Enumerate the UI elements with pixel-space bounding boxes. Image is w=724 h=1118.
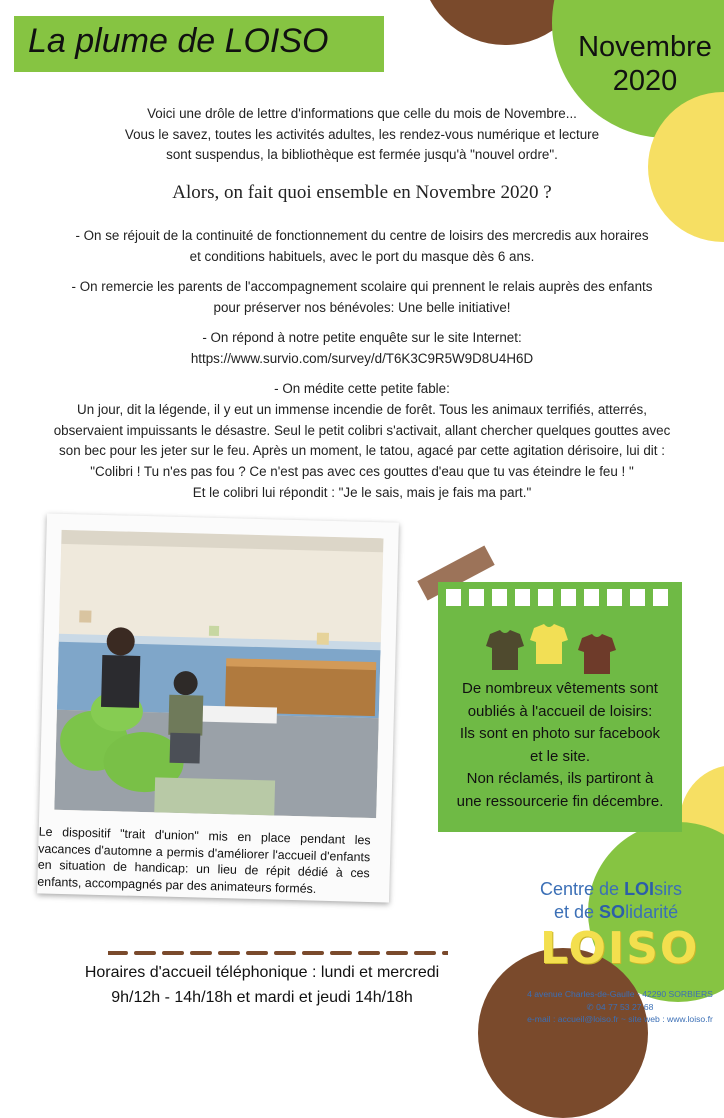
section-heading: Alors, on fait quoi ensemble en Novembre 2020 ? xyxy=(172,182,552,203)
tshirt-row xyxy=(438,612,682,682)
dashed-divider xyxy=(108,950,448,956)
lost-clothes-card xyxy=(438,582,682,832)
logo-text-bold: LOI xyxy=(624,879,655,899)
hours-line: Horaires d'accueil téléphonique : lundi et mercredi xyxy=(84,964,440,981)
card-line: oubliés à l'accueil de loisirs: xyxy=(467,702,653,720)
paragraph-fable xyxy=(36,379,688,504)
logo-text: sirs xyxy=(654,879,683,899)
intro-line: Voici une drôle de lettre d'informations que celle du mois de Novembre... xyxy=(147,106,577,121)
survey-link[interactable]: https://www.survio.com/survey/d/T6K3C9R5W9D8U4H6D xyxy=(190,350,534,366)
paragraph-line: "Colibri ! Tu n'es pas fou ? Ce n'est pas avec ces gouttes d'eau que tu vas éteindre le feu ! " xyxy=(90,464,634,480)
paragraph-line: - On répond à notre petite enquête sur le site Internet: xyxy=(202,330,522,345)
paragraph-line: - On médite cette petite fable: xyxy=(274,381,450,396)
phone-number: ✆ 04 77 53 27 68 xyxy=(586,1001,654,1012)
issue-year: 2020 xyxy=(612,65,678,97)
logo-line-centre-loisirs xyxy=(540,879,682,900)
card-line: et le site. xyxy=(529,747,591,765)
logo-text: Centre de xyxy=(540,879,625,899)
issue-date xyxy=(560,30,724,98)
logo-text-bold: SO xyxy=(599,902,626,922)
activity-photo xyxy=(54,530,383,818)
phone-hours xyxy=(42,960,482,1010)
hours-line: 9h/12h - 14h/18h et mardi et jeudi 14h/18h xyxy=(111,989,413,1006)
card-line: Ils sont en photo sur facebook xyxy=(459,725,661,742)
card-text xyxy=(438,678,682,813)
tshirt-yellow-icon xyxy=(530,624,568,664)
intro-line: Vous le savez, toutes les activités adultes, les rendez-vous numérique et lecture xyxy=(124,126,600,142)
paragraph-line: Et le colibri lui répondit : "Je le sais, mais je fais ma part." xyxy=(192,484,532,500)
tshirt-brown-icon xyxy=(486,630,524,670)
activity-photo-illustration xyxy=(54,530,383,818)
intro-text xyxy=(84,104,640,166)
email-website: e-mail : accueil@loiso.fr ~ site web : www.loiso.fr xyxy=(527,1014,713,1024)
paragraph-line: pour préserver nos bénévoles: Une belle initiative! xyxy=(213,299,511,315)
photo-caption: Le dispositif "trait d'union" mis en place pendant les vacances d'automne a permis d'améliorer l'accueil d'enfants en situation de handicap: un lieu de répit dédié à ces enfants, accompagnés par des animateurs formés. xyxy=(37,824,371,896)
paragraph-line: et conditions habituels, avec le port du masque dès 6 ans. xyxy=(189,248,535,264)
intro-line: sont suspendus, la bibliothèque est fermée jusqu'à "nouvel ordre". xyxy=(166,147,558,162)
paragraph-leisure-centre xyxy=(36,226,688,268)
film-holes xyxy=(446,589,676,607)
issue-month: Novembre xyxy=(578,31,712,63)
paragraph-line: son bec pour les jeter sur le feu. Après un moment, le tatou, agacé par cette agitation dérisoire, lui dit : xyxy=(59,443,665,459)
paragraph-parents-thanks xyxy=(36,277,688,319)
paragraph-line: - On remercie les parents de l'accompagnement scolaire qui prennent le relais auprès des enfants xyxy=(71,279,653,294)
paragraph-line: Un jour, dit la légende, il y eut un immense incendie de forêt. Tous les animaux terrifiés, atterrés, xyxy=(77,401,647,417)
logo-text: lidarité xyxy=(625,902,679,922)
logo-text: et de xyxy=(554,902,600,922)
card-line: une ressourcerie fin décembre. xyxy=(456,792,664,810)
tshirt-darkbrown-icon xyxy=(578,634,616,674)
loiso-wordmark: LOISO xyxy=(540,923,700,974)
address: 4 avenue Charles-de-Gaulle - 42290 SORBIERS xyxy=(527,989,713,999)
newsletter-title: La plume de LOISO xyxy=(28,22,329,60)
paragraph-survey xyxy=(36,328,688,370)
paragraph-line: observaient impuissants le désastre. Seul le petit colibri s'activait, allant chercher quelques gouttes avec xyxy=(53,422,671,438)
card-line: Non réclamés, ils partiront à xyxy=(466,770,654,787)
paragraph-line: - On se réjouit de la continuité de fonctionnement du centre de loisirs des mercredis aux horaires xyxy=(75,228,649,243)
card-line: De nombreux vêtements sont xyxy=(462,680,658,697)
logo-line-solidarite xyxy=(554,902,678,923)
contact-block xyxy=(520,988,720,1026)
